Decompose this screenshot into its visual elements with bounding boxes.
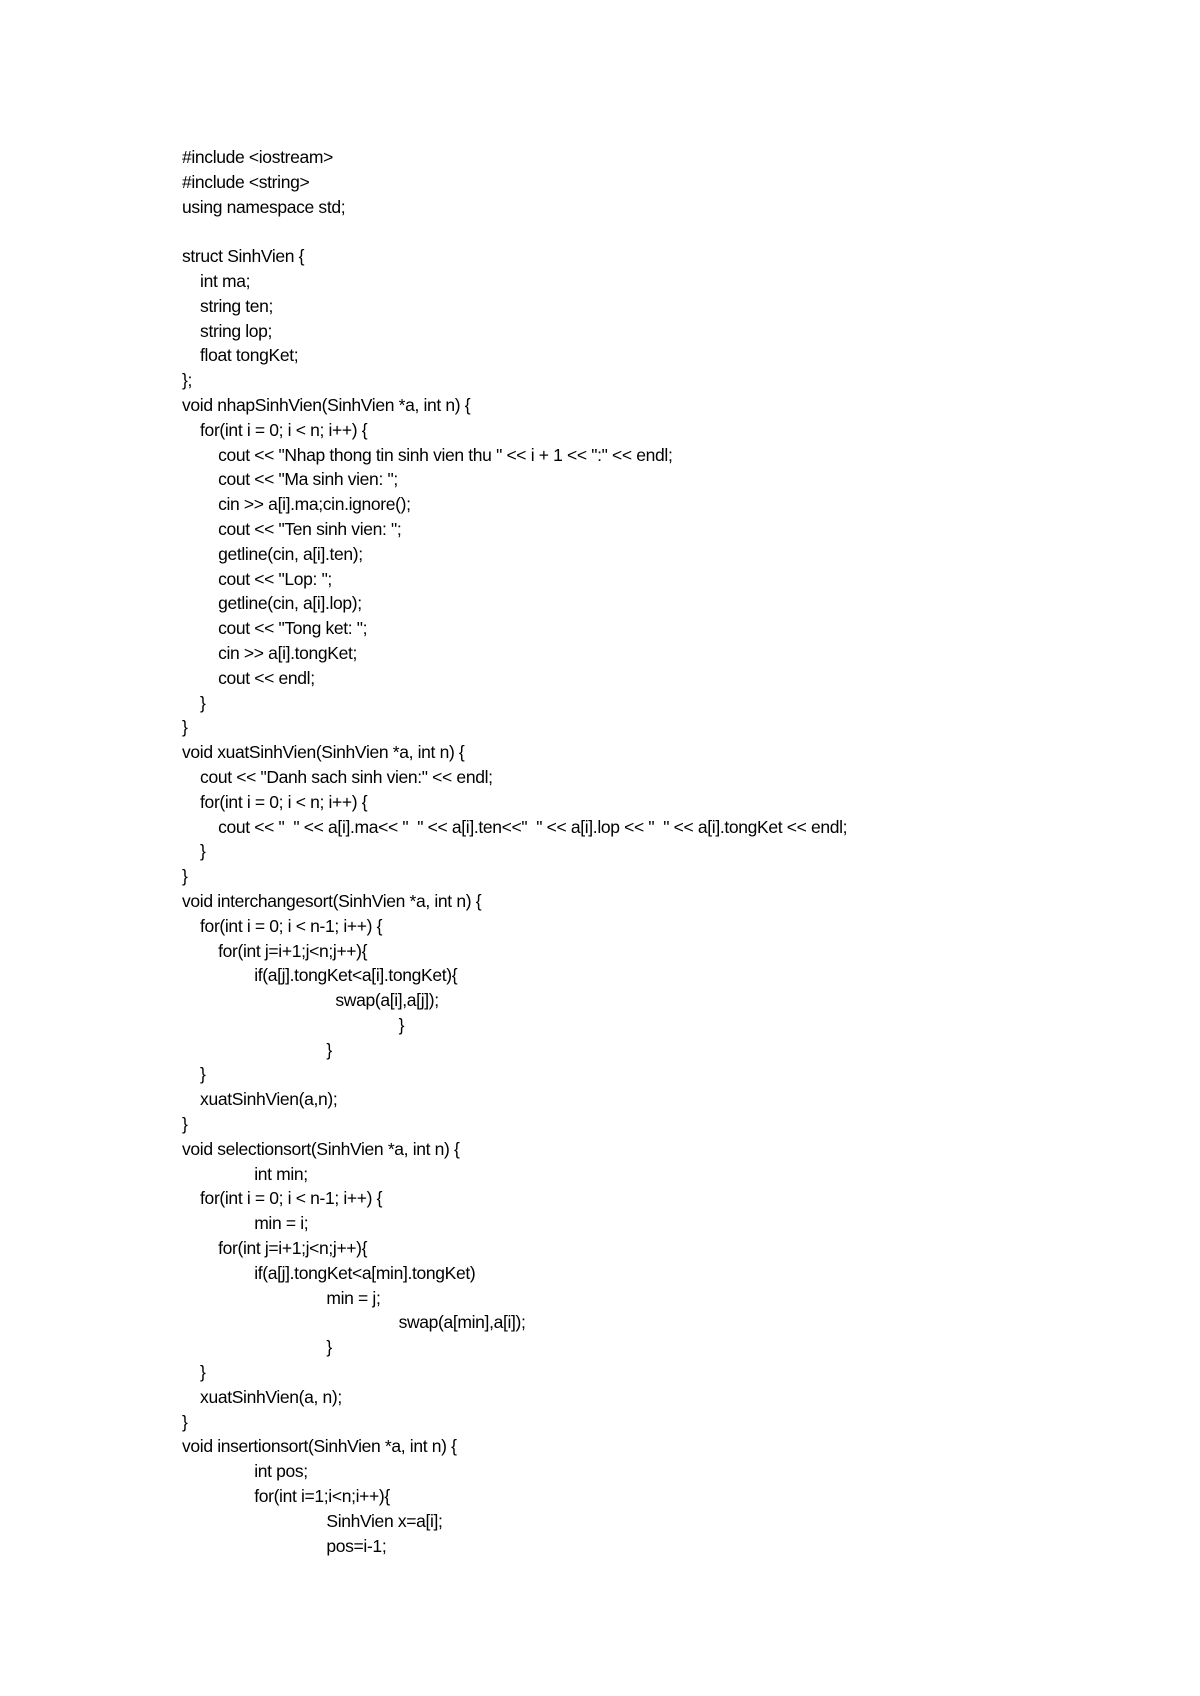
code-line: void insertionsort(SinhVien *a, int n) { (182, 1436, 457, 1457)
code-line: } (182, 1337, 332, 1358)
code-line: xuatSinhVien(a, n); (182, 1386, 342, 1407)
code-line: float tongKet; (182, 345, 299, 366)
code-line: getline(cin, a[i].ten); (182, 543, 363, 564)
code-line: cout << "Lop: "; (182, 568, 332, 589)
code-line: if(a[j].tongKet<a[min].tongKet) (182, 1262, 476, 1283)
code-line: swap(a[min],a[i]); (182, 1312, 526, 1333)
code-line: } (182, 1014, 405, 1035)
code-line: for(int i=1;i<n;i++){ (182, 1486, 390, 1507)
code-line: for(int i = 0; i < n; i++) { (182, 419, 368, 440)
code-line: cout << "Nhap thong tin sinh vien thu " << i + 1 << ":" << endl; (182, 444, 673, 465)
code-line: void selectionsort(SinhVien *a, int n) { (182, 1138, 460, 1159)
code-line: if(a[j].tongKet<a[i].tongKet){ (182, 965, 458, 986)
code-listing (182, 145, 1162, 1558)
code-line: pos=i-1; (182, 1535, 387, 1556)
code-line: void xuatSinhVien(SinhVien *a, int n) { (182, 742, 465, 763)
code-line: cout << "Tong ket: "; (182, 618, 368, 639)
code-line: cout << endl; (182, 667, 315, 688)
code-line: } (182, 692, 206, 713)
code-line: } (182, 866, 188, 887)
code-line: min = j; (182, 1287, 381, 1308)
code-line: int pos; (182, 1461, 308, 1482)
code-line: cin >> a[i].ma;cin.ignore(); (182, 494, 411, 515)
code-line: string lop; (182, 320, 273, 341)
code-line: using namespace std; (182, 196, 346, 217)
code-line: #include <iostream> (182, 147, 333, 167)
code-line: void interchangesort(SinhVien *a, int n) { (182, 890, 482, 911)
code-line: for(int i = 0; i < n; i++) { (182, 791, 368, 812)
code-line: string ten; (182, 295, 274, 316)
code-line: #include <string> (182, 171, 310, 192)
code-line: void nhapSinhVien(SinhVien *a, int n) { (182, 394, 471, 415)
code-line: for(int j=i+1;j<n;j++){ (182, 1238, 368, 1259)
code-line: SinhVien x=a[i]; (182, 1510, 443, 1531)
code-line: getline(cin, a[i].lop); (182, 593, 362, 614)
code-line: for(int j=i+1;j<n;j++){ (182, 940, 368, 961)
code-line: for(int i = 0; i < n-1; i++) { (182, 1188, 383, 1209)
code-line: for(int i = 0; i < n-1; i++) { (182, 915, 383, 936)
code-line: } (182, 1362, 206, 1383)
code-line: } (182, 1114, 188, 1135)
code-line: min = i; (182, 1213, 309, 1234)
code-line: cout << "Ten sinh vien: "; (182, 518, 402, 539)
code-line (182, 219, 1162, 244)
code-line: cout << "Danh sach sinh vien:" << endl; (182, 766, 493, 787)
code-line: cout << " " << a[i].ma<< " " << a[i].ten<<" " << a[i].lop << " " << a[i].tongKet << endl; (182, 816, 848, 837)
code-line: int ma; (182, 270, 251, 291)
code-line: swap(a[i],a[j]); (182, 990, 439, 1011)
code-line: cin >> a[i].tongKet; (182, 642, 358, 663)
code-line: } (182, 1411, 188, 1432)
code-line: xuatSinhVien(a,n); (182, 1089, 338, 1110)
code-line: } (182, 841, 206, 862)
code-line: } (182, 717, 188, 738)
code-line: }; (182, 370, 193, 391)
code-line: } (182, 1039, 332, 1060)
code-line: cout << "Ma sinh vien: "; (182, 469, 398, 490)
code-line: int min; (182, 1163, 308, 1184)
code-line: } (182, 1064, 206, 1085)
code-line: struct SinhVien { (182, 246, 305, 267)
